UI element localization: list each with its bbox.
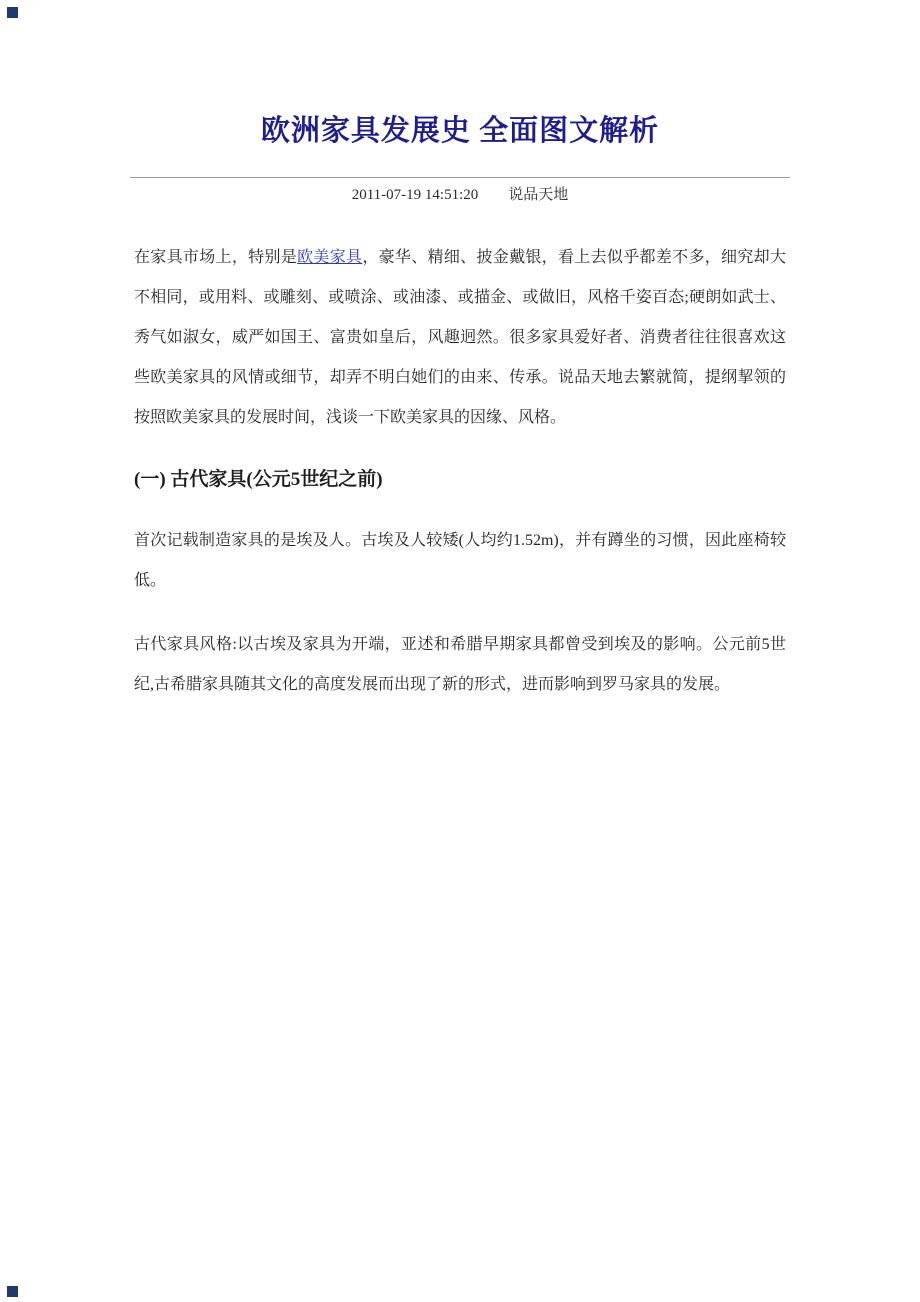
page-corner-marker-bottom [7, 1286, 18, 1297]
article-title: 欧洲家具发展史 全面图文解析 [260, 115, 660, 147]
furniture-link[interactable]: 欧美家具 [297, 249, 363, 266]
paragraph-ancient-furniture-style: 古代家具风格:以古埃及家具为开端，亚述和希腊早期家具都曾受到埃及的影响。公元前5世纪,古希腊家具随其文化的高度发展而出现了新的形式，进而影响到罗马家具的发展。 [134, 636, 786, 693]
title-divider [130, 177, 790, 178]
paragraph-ancient-furniture-origin: 首次记载制造家具的是埃及人。古埃及人较矮(人均约1.52m)，并有蹲坐的习惯，因此座椅较低。 [134, 532, 786, 589]
article-body [134, 238, 786, 705]
publish-timestamp: 2011-07-19 14:51:20 [351, 187, 479, 203]
meta-line [0, 185, 920, 205]
section-heading: (一) 古代家具(公元5世纪之前) [134, 469, 383, 490]
intro-paragraph [134, 238, 786, 438]
page-corner-marker-top [7, 7, 18, 18]
intro-text-pre-link: 在家具市场上，特别是 [134, 249, 298, 266]
intro-text-post-link: ，豪华、精细、披金戴银，看上去似乎都差不多，细究却大不相同，或用料、或雕刻、或喷涂、或油漆、或描金、或做旧，风格千姿百态;硬朗如武士、秀气如淑女，威严如国王、富贵如皇后，风趣迥然。很多家具爱好者、消费者往往很喜欢这些欧美家具的风情或细节，却弄不明白她们的由来、传承。说品天地去繁就简，提纲挈领的按照欧美家具的发展时间，浅谈一下欧美家具的因缘、风格。 [134, 249, 786, 426]
source-name: 说品天地 [508, 187, 569, 203]
